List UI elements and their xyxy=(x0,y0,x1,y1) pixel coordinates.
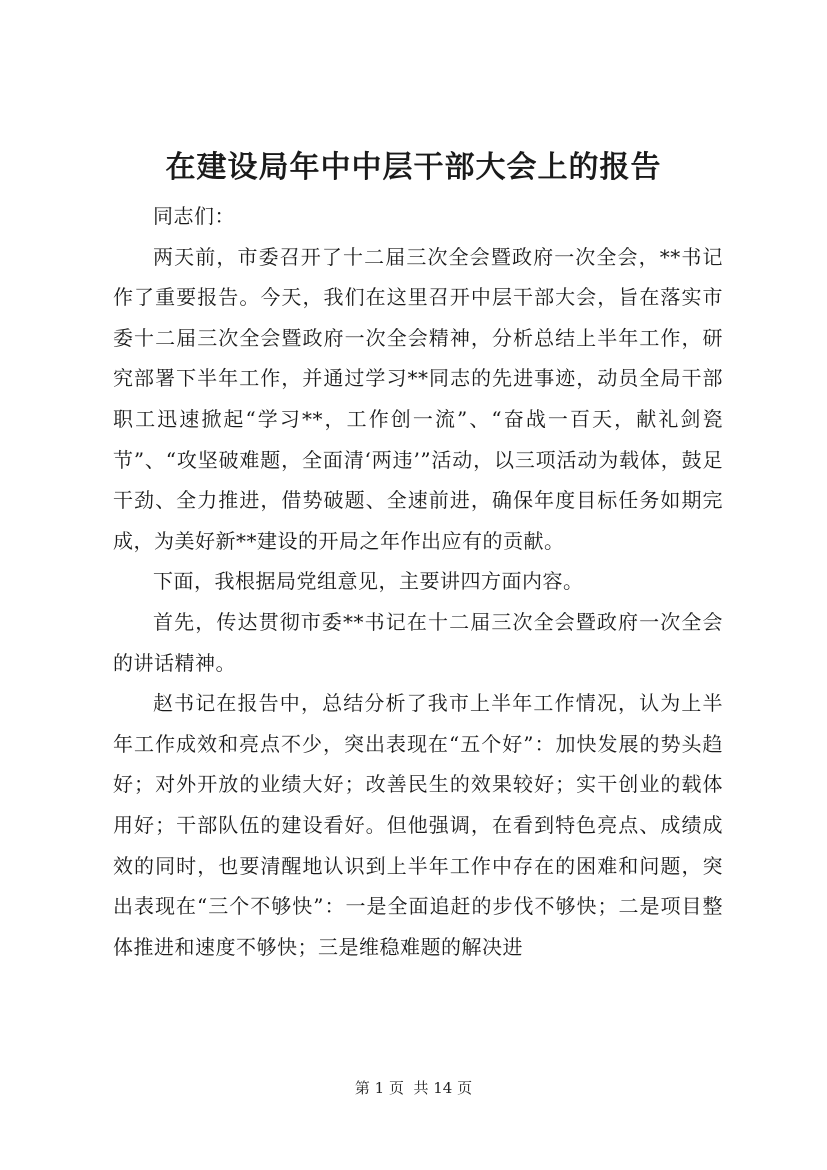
body-paragraph: 赵书记在报告中，总结分析了我市上半年工作情况，认为上半年工作成效和亮点不少，突出表现在“五个好”：加快发展的势头趋好；对外开放的业绩大好；改善民生的效果较好；实干创业的载体用好；干部队伍的建设看好。但他强调，在看到特色亮点、成绩成效的同时，也要清醒地认识到上半年工作中存在的困难和问题，突出表现在“三个不够快”：一是全面追赶的步伐不够快；二是项目整体推进和速度不够快；三是维稳难题的解决进 xyxy=(113,691,723,959)
document-title: 在建设局年中中层干部大会上的报告 xyxy=(165,150,662,185)
salutation-paragraph: 同志们： xyxy=(153,204,235,228)
body-paragraph: 下面，我根据局党组意见，主要讲四方面内容。 xyxy=(153,569,584,594)
page-number-label: 第 1 页 共 14 页 xyxy=(354,1079,473,1097)
document-body xyxy=(113,196,723,967)
body-paragraph: 两天前，市委召开了十二届三次全会暨政府一次全会，**书记作了重要报告。今天，我们在这里召开中层干部大会，旨在落实市委十二届三次全会暨政府一次全会精神，分析总结上半年工作，研究部署下半年工作，并通过学习**同志的先进事迹，动员全局干部职工迅速掀起“学习**，工作创一流”、“奋战一百天，献礼剑瓷节”、“攻坚破难题，全面清‘两违’”活动，以三项活动为载体，鼓足干劲、全力推进，借势破题、全速前进，确保年度目标任务如期完成，为美好新**建设的开局之年作出应有的贡献。 xyxy=(113,244,723,553)
body-paragraph: 首先，传达贯彻市委**书记在十二届三次全会暨政府一次全会的讲话精神。 xyxy=(113,609,723,675)
page-footer xyxy=(0,1078,827,1098)
